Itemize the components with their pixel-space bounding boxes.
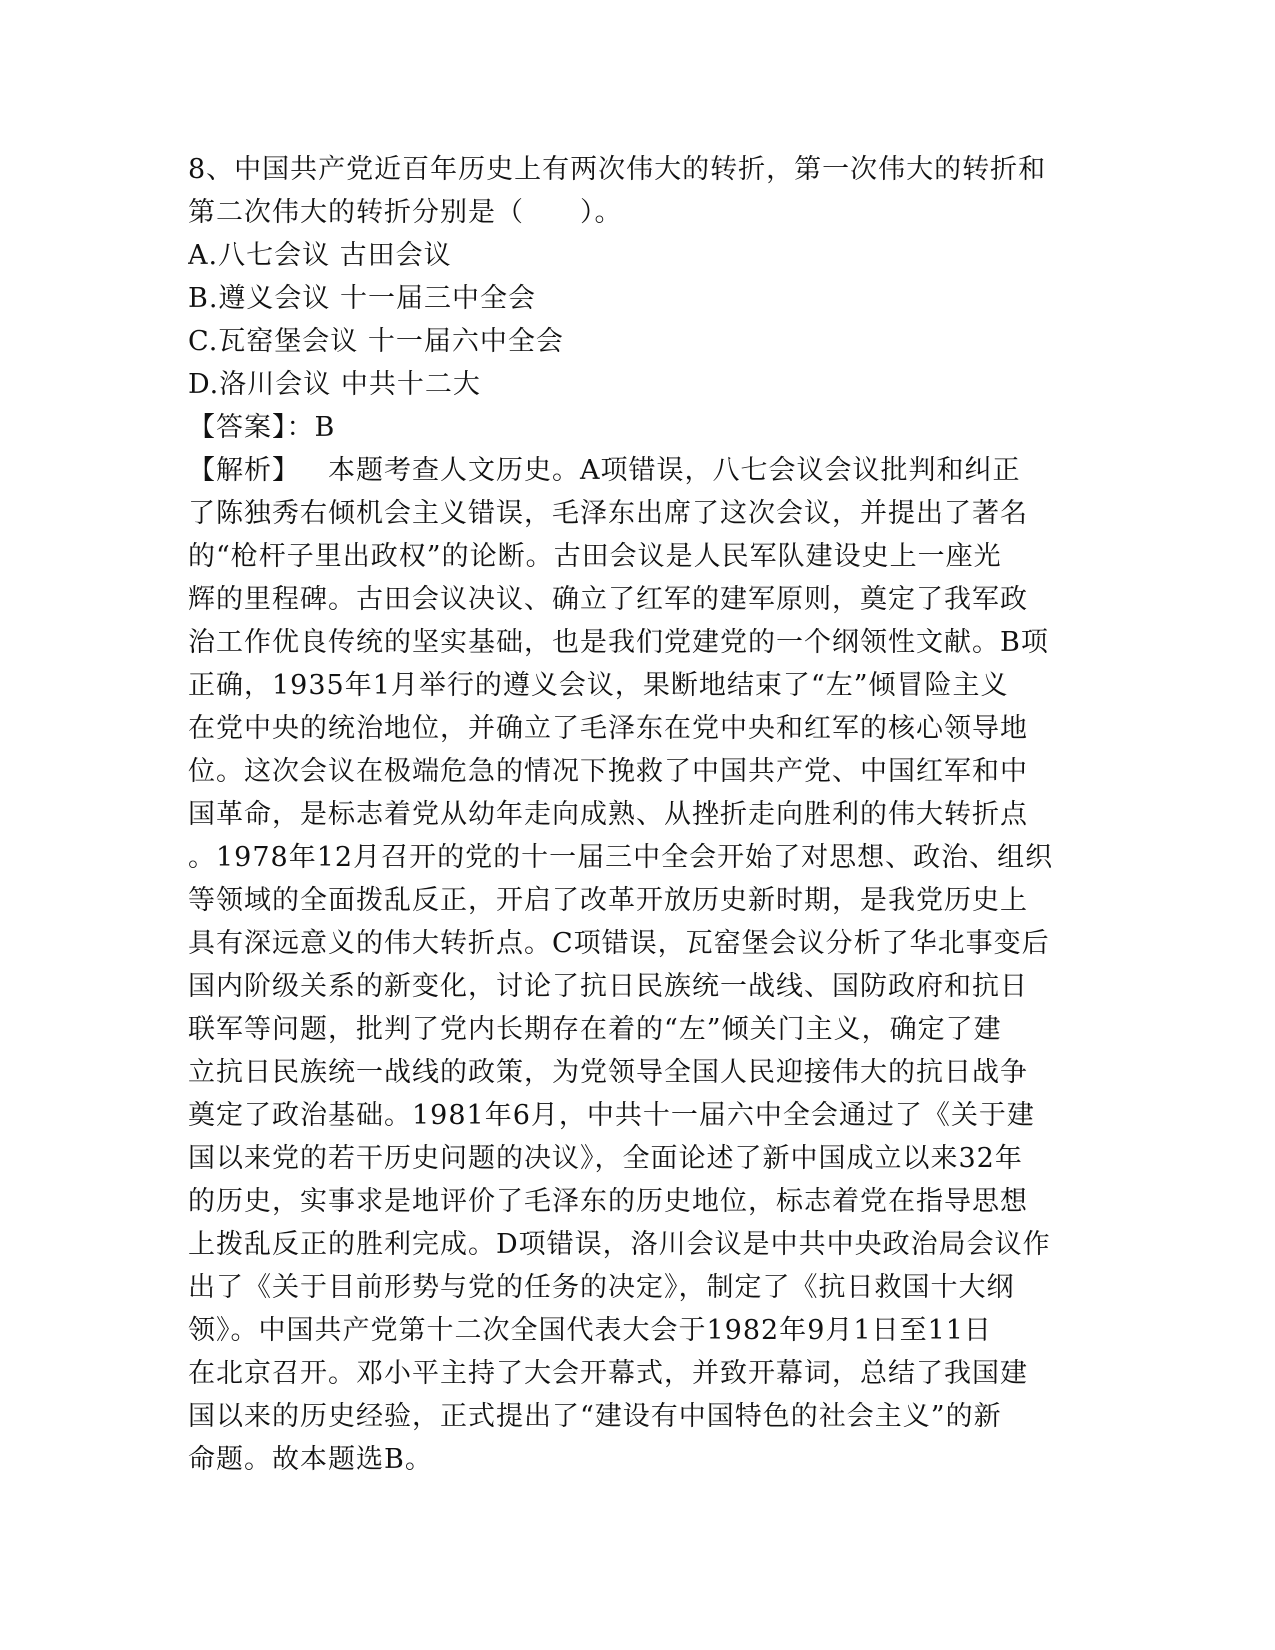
answer-line (188, 406, 1088, 449)
analysis-line: 等领域的全面拨乱反正，开启了改革开放历史新时期，是我党历史上 (188, 885, 1028, 916)
option-b: B.遵义会议 十一届三中全会 (188, 283, 537, 314)
analysis-line: 了陈独秀右倾机会主义错误，毛泽东出席了这次会议，并提出了著名 (188, 498, 1028, 529)
analysis-line: 具有深远意义的伟大转折点。C项错误，瓦窑堡会议分析了华北事变后 (188, 928, 1050, 959)
analysis-line: 在北京召开。邓小平主持了大会开幕式，并致开幕词，总结了我国建 (188, 1358, 1028, 1389)
analysis-line: 。1978年12月召开的党的十一届三中全会开始了对思想、政治、组织 (188, 842, 1054, 873)
analysis-line: 命题。故本题选B。 (188, 1444, 433, 1475)
analysis-line: 上拨乱反正的胜利完成。D项错误，洛川会议是中共中央政治局会议作 (188, 1229, 1051, 1260)
analysis-line: 联军等问题，批判了党内长期存在着的“左”倾关门主义，确定了建 (188, 1014, 1002, 1045)
answer-label: 【答案】： (188, 412, 315, 443)
analysis-line: 在党中央的统治地位，并确立了毛泽东在党中央和红军的核心领导地 (188, 713, 1028, 744)
analysis-line: 治工作优良传统的坚实基础，也是我们党建党的一个纲领性文献。B项 (188, 627, 1049, 658)
document-page (188, 148, 1088, 1481)
analysis-line: 出了《关于目前形势与党的任务的决定》，制定了《抗日救国十大纲 (188, 1272, 1015, 1303)
analysis-line: 国以来党的若干历史问题的决议》，全面论述了新中国成立以来32年 (188, 1143, 1023, 1174)
analysis-text: 本题考查人文历史。A项错误，八七会议会议批判和纠正 (328, 455, 1021, 486)
analysis-line: 国以来的历史经验，正式提出了“建设有中国特色的社会主义”的新 (188, 1401, 1002, 1432)
analysis-line: 的历史，实事求是地评价了毛泽东的历史地位，标志着党在指导思想 (188, 1186, 1028, 1217)
analysis-line: 国革命，是标志着党从幼年走向成熟、从挫折走向胜利的伟大转折点 (188, 799, 1028, 830)
option-c: C.瓦窑堡会议 十一届六中全会 (188, 326, 564, 357)
analysis-line: 的“枪杆子里出政权”的论断。古田会议是人民军队建设史上一座光 (188, 541, 1002, 572)
analysis-line: 立抗日民族统一战线的政策，为党领导全国人民迎接伟大的抗日战争 (188, 1057, 1028, 1088)
analysis-line: 位。这次会议在极端危急的情况下挽救了中国共产党、中国红军和中 (188, 756, 1028, 787)
analysis-line-1 (188, 449, 1088, 492)
analysis-line: 辉的里程碑。古田会议决议、确立了红军的建军原则，奠定了我军政 (188, 584, 1028, 615)
option-d: D.洛川会议 中共十二大 (188, 369, 481, 400)
option-a: A.八七会议 古田会议 (188, 240, 452, 271)
analysis-line: 正确，1935年1月举行的遵义会议，果断地结束了“左”倾冒险主义 (188, 670, 1009, 701)
question-line-2: 第二次伟大的转折分别是（ ）。 (188, 197, 623, 228)
analysis-line: 国内阶级关系的新变化，讨论了抗日民族统一战线、国防政府和抗日 (188, 971, 1028, 1002)
analysis-label: 【解析】 (188, 455, 300, 486)
answer-value: B (314, 412, 336, 443)
analysis-line: 领》。中国共产党第十二次全国代表大会于1982年9月1日至11日 (188, 1315, 992, 1346)
analysis-line: 奠定了政治基础。1981年6月，中共十一届六中全会通过了《关于建 (188, 1100, 1035, 1131)
question-line-1: 8、中国共产党近百年历史上有两次伟大的转折，第一次伟大的转折和 (188, 154, 1047, 185)
